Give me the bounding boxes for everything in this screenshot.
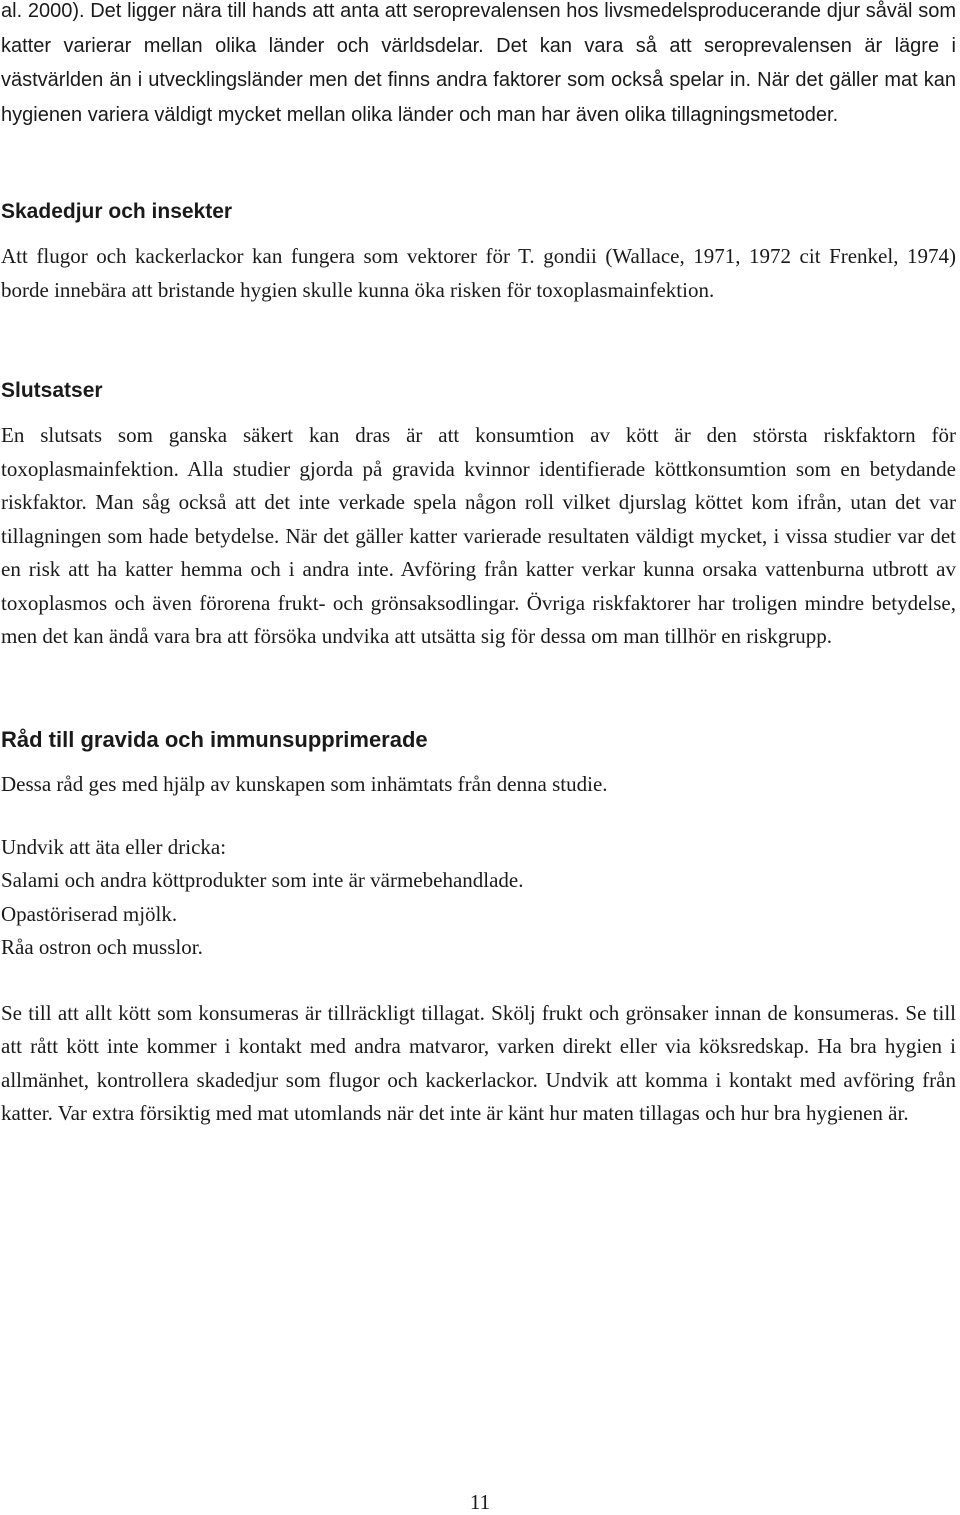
avoid-item: Salami och andra köttprodukter som inte är värmebehandlade.	[1, 868, 524, 892]
section-heading-pests: Skadedjur och insekter	[1, 200, 233, 223]
section-heading-conclusions: Slutsatser	[1, 379, 103, 402]
advice-closing: Se till att allt kött som konsumeras är tillräckligt tillagat. Skölj frukt och grönsaker innan de konsumeras. Se till att rått kött inte kommer i kontakt med andra matvaror, varken direkt eller via köksredskap. Ha bra hygien i allmänhet, kontrollera skadedjur som flugor och kackerlackor. Undvik att komma i kontakt med avföring från katter. Var extra försiktig med mat utomlands när det inte är känt hur maten tillagas och hur bra hygienen är.	[1, 1000, 956, 1125]
page-number: 11	[469, 1490, 491, 1514]
avoid-item: Opastöriserad mjölk.	[1, 901, 178, 926]
section-heading-advice: Råd till gravida och immunsupprimerade	[1, 727, 428, 752]
intro-paragraph	[1, 0, 956, 132]
intro-block	[1, 0, 956, 132]
section-advice	[1, 726, 956, 1131]
section-pests	[1, 198, 956, 307]
conclusions-paragraph: En slutsats som ganska säkert kan dras är att konsumtion av kött är den största riskfaktorn för toxoplasmainfektion. Alla studier gjorda på gravida kvinnor identifierade köttkonsumtion som en betydande riskfaktor. Man såg också att det inte verkade spela någon roll vilket djurslag köttet kom ifrån, utan det var tillagningen som hade betydelse. När det gäller katter varierade resultaten väldigt mycket, i vissa studier var det en risk att ha katter hemma och i andra inte. Avföring från katter verkar kunna orsaka vattenburna utbrott av toxoplasmos och även förorena frukt- och grönsaksodlingar. Övriga riskfaktorer har troligen mindre betydelse, men det kan ändå vara bra att försöka undvika att utsätta sig för dessa om man tillhör en riskgrupp.	[1, 423, 956, 648]
advice-intro: Dessa råd ges med hjälp av kunskapen som inhämtats från denna studie.	[1, 772, 608, 796]
intro-text: al. 2000). Det ligger nära till hands att anta att seroprevalensen hos livsmedelsproducerande djur såväl som katter varierar mellan olika länder och världsdelar. Det kan vara så att seroprevalensen är lägre i västvärlden än i utvecklingsländer men det finns andra faktorer som också spelar in. När det gäller mat kan hygienen variera väldigt mycket mellan olika länder och man har även olika tillagningsmetoder.	[1, 0, 956, 126]
avoid-label: Undvik att äta eller dricka:	[1, 834, 227, 859]
section-conclusions	[1, 377, 956, 654]
pests-paragraph: Att flugor och kackerlackor kan fungera som vektorer för T. gondii (Wallace, 1971, 1972 cit Frenkel, 1974) borde innebära att bristande hygien skulle kunna öka risken för toxoplasmainfektion.	[1, 244, 956, 302]
avoid-item: Råa ostron och musslor.	[1, 935, 203, 959]
